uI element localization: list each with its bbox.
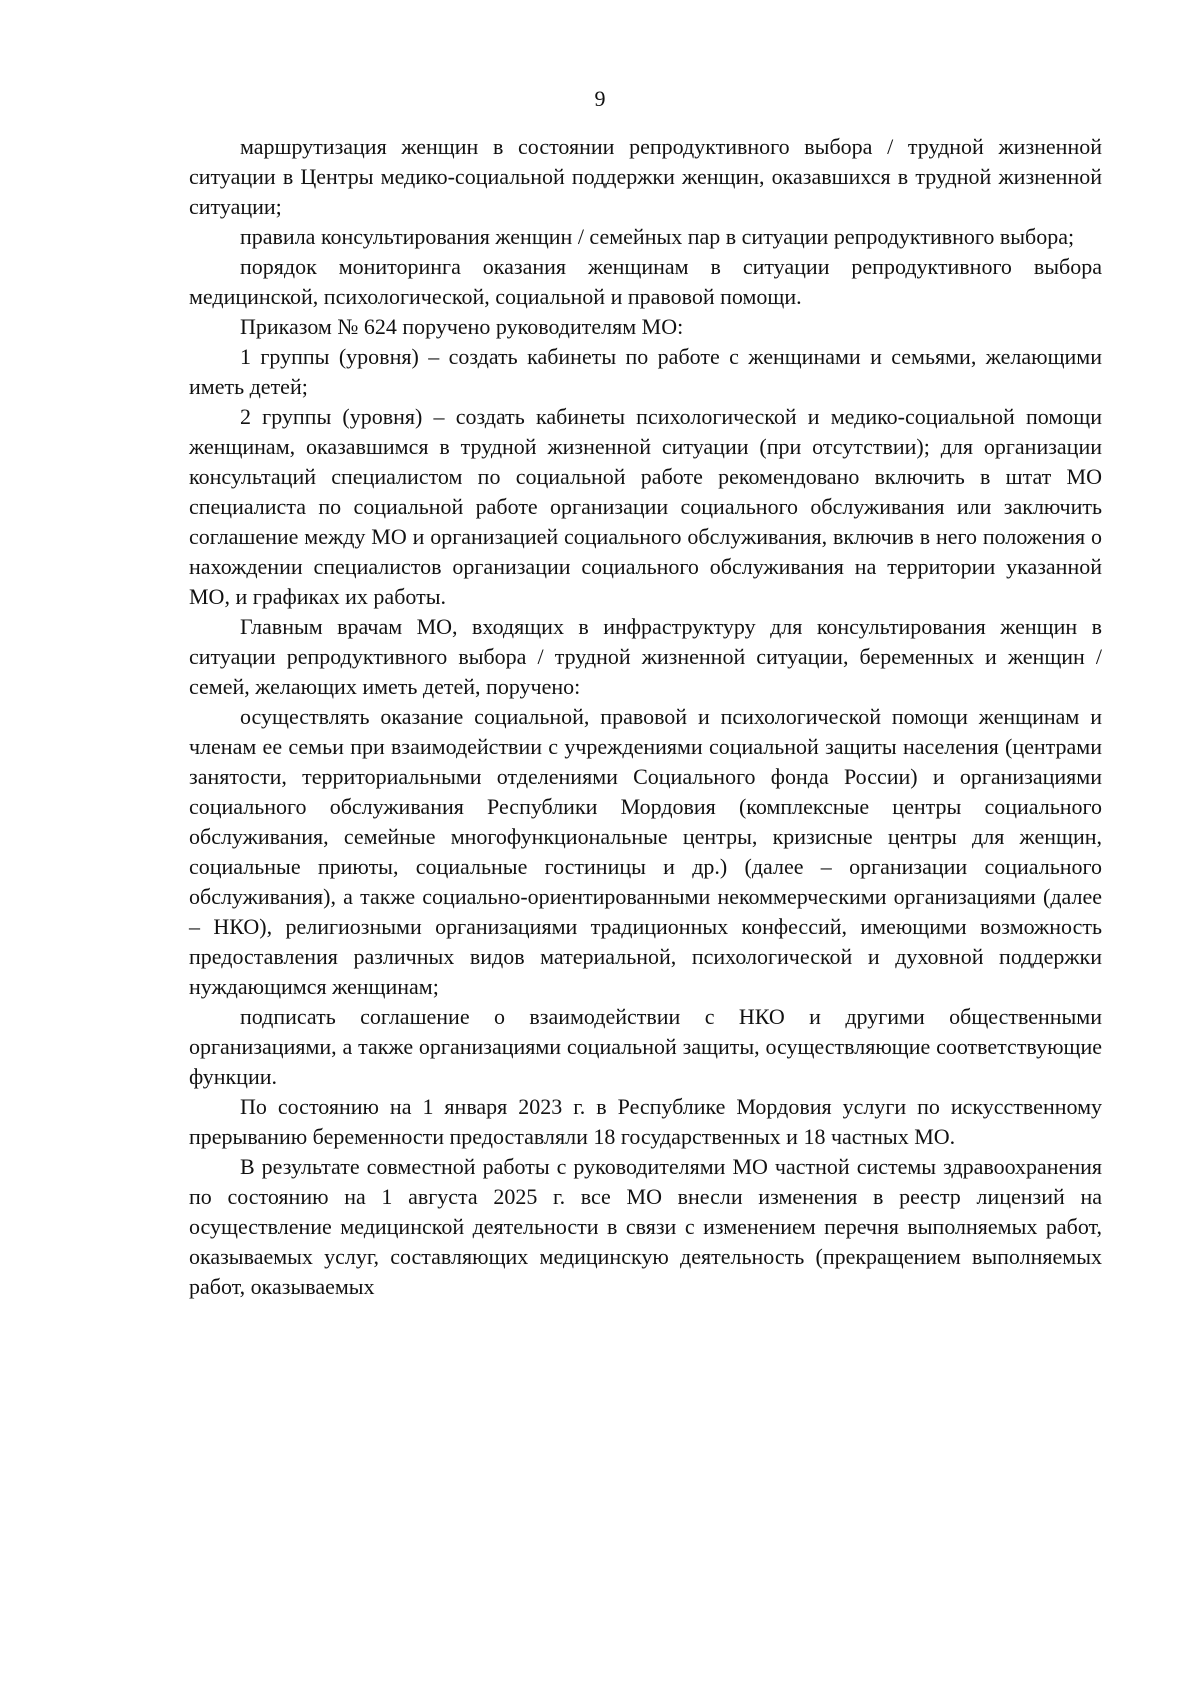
paragraph-chief-doctors: Главным врачам МО, входящих в инфраструктуру для консультирования женщин в ситуации репродуктивного выбора / трудной жизненной ситуации, беременных и женщин / семей, желающих иметь детей, поручено: <box>189 614 1102 699</box>
paragraph-group-2: 2 группы (уровня) – создать кабинеты психологической и медико-социальной помощи женщинам, оказавшимся в трудной жизненной ситуации (при отсутствии); для организации консультаций специалистом по социальной работе рекомендовано включить в штат МО специалиста по социальной работе организации социального обслуживания или заключить соглашение между МО и организацией социального обслуживания, включив в него положения о нахождении специалистов организации социального обслуживания на территории указанной МО, и графиках их работы. <box>189 404 1102 609</box>
paragraph-monitoring: порядок мониторинга оказания женщинам в ситуации репродуктивного выбора медицинской, психологической, социальной и правовой помощи. <box>189 254 1102 309</box>
paragraph-order-624: Приказом № 624 поручено руководителям МО: <box>240 314 684 339</box>
document-body <box>189 132 1102 1302</box>
paragraph-consulting-rules: правила консультирования женщин / семейных пар в ситуации репродуктивного выбора; <box>240 224 1075 249</box>
page-number: 9 <box>594 86 606 111</box>
paragraph-results-2025: В результате совместной работы с руководителями МО частной системы здравоохранения по состоянию на 1 августа 2025 г. все МО внесли изменения в реестр лицензий на осуществление медицинской деятельности в связи с изменением перечня выполняемых работ, оказываемых услуг, составляющих медицинскую деятельность (прекращением выполняемых работ, оказываемых <box>189 1154 1102 1299</box>
paragraph-group-1: 1 группы (уровня) – создать кабинеты по работе с женщинами и семьями, желающими иметь детей; <box>189 344 1102 399</box>
paragraph-statistics-2023: По состоянию на 1 января 2023 г. в Республике Мордовия услуги по искусственному прерыванию беременности предоставляли 18 государственных и 18 частных МО. <box>189 1094 1102 1149</box>
paragraph-agreement: подписать соглашение о взаимодействии с НКО и другими общественными организациями, а также организациями социальной защиты, осуществляющие соответствующие функции. <box>189 1004 1102 1089</box>
paragraph-assistance: осуществлять оказание социальной, правовой и психологической помощи женщинам и членам ее семьи при взаимодействии с учреждениями социальной защиты населения (центрами занятости, территориальными отделениями Социального фонда России) и организациями социального обслуживания Республики Мордовия (комплексные центры социального обслуживания, семейные многофункциональные центры, кризисные центры для женщин, социальные приюты, социальные гостиницы и др.) (далее – организации социального обслуживания), а также социально-ориентированными некоммерческими организациями (далее – НКО), религиозными организациями традиционных конфессий, имеющими возможность предоставления различных видов материальной, психологической и духовной поддержки нуждающимся женщинам; <box>189 704 1102 999</box>
paragraph-routing: маршрутизация женщин в состоянии репродуктивного выбора / трудной жизненной ситуации в Центры медико-социальной поддержки женщин, оказавшихся в трудной жизненной ситуации; <box>189 134 1102 219</box>
